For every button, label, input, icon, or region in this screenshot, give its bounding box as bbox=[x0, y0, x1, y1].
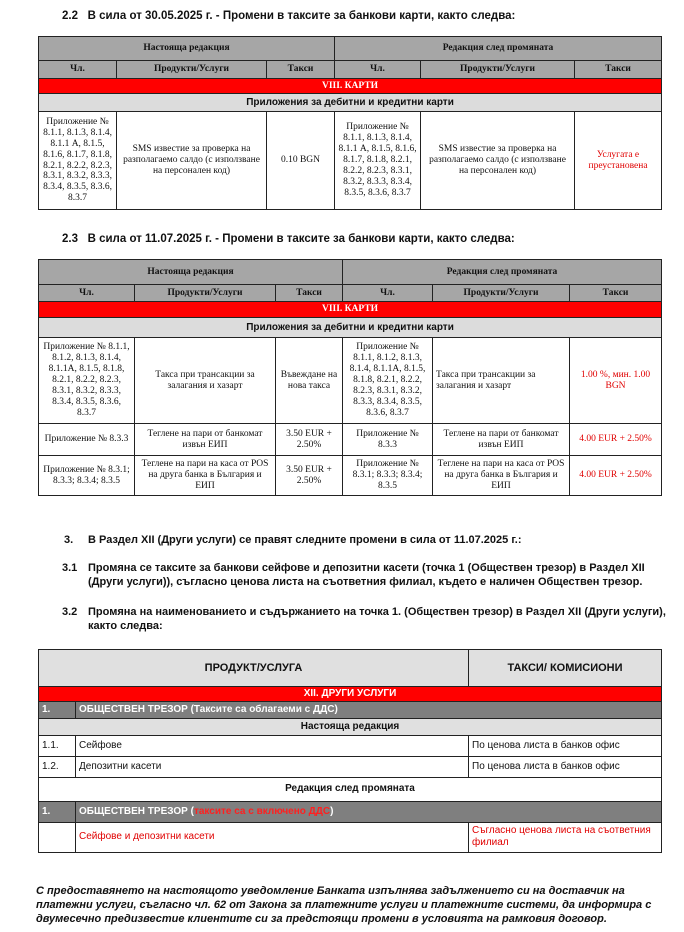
vat-included-note: таксите са с включено ДДС bbox=[193, 805, 331, 817]
col-article: Чл. bbox=[39, 285, 135, 302]
section-2-3-heading bbox=[62, 233, 515, 245]
table-row bbox=[39, 756, 662, 777]
card-fees-table-1 bbox=[38, 36, 662, 210]
public-vault-table bbox=[38, 649, 662, 853]
section-number: 3. bbox=[64, 534, 74, 546]
article-old: Приложение № 8.1.1, 8.1.3, 8.1.4, 8.1.1 А, 8.1.5, 8.1.6, 8.1.7, 8.1.8, 8.2.1, 8.2.2, 8.2.3, 8.3.1, 8.3.2, 8.3.3, 8.3.4, 8.3.5, 8.3.6, 8.3.7 bbox=[39, 112, 117, 210]
after-change-header: Редакция след промяната bbox=[335, 37, 662, 61]
table-row bbox=[39, 822, 662, 852]
after-change-header: Редакция след промяната bbox=[343, 260, 662, 285]
article-old: Приложение № 8.3.3 bbox=[39, 424, 135, 456]
col-fee: Такси bbox=[575, 61, 662, 79]
section-cards-row: VIII. КАРТИ bbox=[39, 302, 662, 318]
paragraph-3-2 bbox=[62, 605, 672, 635]
col-product: Продукти/Услуги bbox=[433, 285, 570, 302]
article-new: Приложение № 8.1.1, 8.1.3, 8.1.4, 8.1.1 А, 8.1.5, 8.1.6, 8.1.7, 8.1.8, 8.2.1, 8.2.2, 8.2.3, 8.3.1, 8.3.2, 8.3.3, 8.3.4, 8.3.5, 8.3.6, 8.3.7 bbox=[335, 112, 421, 210]
service-fee: Съгласно ценова листа на съответния филиал bbox=[469, 822, 662, 852]
service-name: Депозитни касети bbox=[76, 756, 469, 777]
fee-new: Услугата е преустановена bbox=[575, 112, 662, 210]
col-article: Чл. bbox=[343, 285, 433, 302]
col-product: Продукти/Услуги bbox=[421, 61, 575, 79]
table-row bbox=[39, 456, 662, 496]
product-old: Такса при трансакции за залагания и хазарт bbox=[135, 338, 276, 424]
paragraph-number: 3.2 bbox=[62, 606, 78, 618]
fee-new: 4.00 EUR + 2.50% bbox=[570, 456, 662, 496]
notification-note: С предоставянето на настоящото уведомление Банката изпълнява задължението си на доставчик на платежни услуги, съгласно чл. 62 от Закона за платежните услуги и платежните системи, да информира с двумесечно предизвестие клиентите си за предстоящи промени в условията на рамковия договор. bbox=[36, 885, 652, 925]
after-change-header: Редакция след промяната bbox=[39, 777, 662, 801]
col-article: Чл. bbox=[335, 61, 421, 79]
row-number: 1.1. bbox=[39, 735, 76, 756]
article-new: Приложение № 8.1.1, 8.1.2, 8.1.3, 8.1.4, 8.1.1А, 8.1.5, 8.1.8, 8.2.1, 8.2.2, 8.2.3, 8.3.1, 8.3.2, 8.3.3, 8.3.4, 8.3.5, 8.3.6, 8.3.7 bbox=[343, 338, 433, 424]
service-name: Сейфове bbox=[76, 735, 469, 756]
table-row bbox=[39, 424, 662, 456]
section-3-heading bbox=[64, 533, 664, 549]
table-row bbox=[39, 112, 662, 210]
title-part: ) bbox=[330, 805, 334, 817]
section-other-services: XII. ДРУГИ УСЛУГИ bbox=[39, 687, 662, 702]
public-vault-title: ОБЩЕСТВЕН ТРЕЗОР (Таксите са облагаеми с ДДС) bbox=[76, 701, 662, 718]
fee-new: 4.00 EUR + 2.50% bbox=[570, 424, 662, 456]
card-fees-table-2 bbox=[38, 259, 662, 496]
fee-old: 3.50 EUR + 2.50% bbox=[276, 424, 343, 456]
table-row bbox=[39, 735, 662, 756]
paragraph-number: 3.1 bbox=[62, 562, 78, 574]
public-vault-new-title bbox=[76, 801, 662, 822]
current-version-header: Настояща редакция bbox=[39, 37, 335, 61]
product-new: SMS известие за проверка на разполагаемо салдо (с използване на персонален код) bbox=[421, 112, 575, 210]
table-row bbox=[39, 338, 662, 424]
row-number: 1. bbox=[39, 701, 76, 718]
col-fee: Такси bbox=[570, 285, 662, 302]
paragraph-text: Промяна се таксите за банкови сейфове и депозитни касети (точка 1 (Обществен трезор) в Раздел XII (Други услуги)), съгласно ценова листа на съответния филиал, където е наличен Обществен трезор. bbox=[88, 562, 645, 588]
section-title: В сила от 30.05.2025 г. - Промени в таксите за банкови карти, както следва: bbox=[87, 10, 516, 22]
product-new: Такса при трансакции за залагания и хазарт bbox=[433, 338, 570, 424]
col-fees-commissions: ТАКСИ/ КОМИСИОНИ bbox=[469, 650, 662, 687]
article-old: Приложение № 8.3.1; 8.3.3; 8.3.4; 8.3.5 bbox=[39, 456, 135, 496]
fee-old: 0.10 BGN bbox=[267, 112, 335, 210]
paragraph-text: Промяна на наименованието и съдържанието на точка 1. (Обществен трезор) в Раздел XII (Други услуги), както следва: bbox=[88, 606, 666, 632]
row-number: 1. bbox=[39, 801, 76, 822]
section-number: 2.3 bbox=[62, 233, 78, 245]
row-number bbox=[39, 822, 76, 852]
service-fee: По ценова листа в банков офис bbox=[469, 735, 662, 756]
article-old: Приложение № 8.1.1, 8.1.2, 8.1.3, 8.1.4, 8.1.1А, 8.1.5, 8.1.8, 8.2.1, 8.2.2, 8.2.3, 8.3.1, 8.3.2, 8.3.3, 8.3.4, 8.3.5, 8.3.6, 8.3.7 bbox=[39, 338, 135, 424]
section-title: В сила от 11.07.2025 г. - Промени в таксите за банкови карти, както следва: bbox=[87, 233, 515, 245]
product-old: Теглене на пари от банкомат извън ЕИП bbox=[135, 424, 276, 456]
product-old: SMS известие за проверка на разполагаемо салдо (с използване на персонален код) bbox=[117, 112, 267, 210]
subsection-row: Приложения за дебитни и кредитни карти bbox=[39, 318, 662, 338]
section-2-2-heading bbox=[62, 10, 515, 22]
col-fee: Такси bbox=[276, 285, 343, 302]
product-old: Теглене на пари на каса от POS на друга банка в България и ЕИП bbox=[135, 456, 276, 496]
col-article: Чл. bbox=[39, 61, 117, 79]
service-fee: По ценова листа в банков офис bbox=[469, 756, 662, 777]
service-name: Сейфове и депозитни касети bbox=[76, 822, 469, 852]
fee-new: 1.00 %, мин. 1.00 BGN bbox=[570, 338, 662, 424]
fee-old: 3.50 EUR + 2.50% bbox=[276, 456, 343, 496]
col-product-service: ПРОДУКТ/УСЛУГА bbox=[39, 650, 469, 687]
product-new: Теглене на пари на каса от POS на друга банка в България и ЕИП bbox=[433, 456, 570, 496]
fee-old: Въвеждане на нова такса bbox=[276, 338, 343, 424]
subsection-row: Приложения за дебитни и кредитни карти bbox=[39, 94, 662, 112]
title-part: ОБЩЕСТВЕН ТРЕЗОР ( bbox=[79, 805, 194, 817]
section-cards-row: VIII. КАРТИ bbox=[39, 79, 662, 94]
col-product: Продукти/Услуги bbox=[117, 61, 267, 79]
paragraph-3-1 bbox=[62, 561, 672, 605]
col-fee: Такси bbox=[267, 61, 335, 79]
section-number: 2.2 bbox=[62, 10, 78, 22]
section-title: В Раздел XII (Други услуги) се правят следните промени в сила от 11.07.2025 г.: bbox=[88, 534, 522, 546]
article-new: Приложение № 8.3.3 bbox=[343, 424, 433, 456]
col-product: Продукти/Услуги bbox=[135, 285, 276, 302]
current-version-header: Настояща редакция bbox=[39, 260, 343, 285]
product-new: Теглене на пари от банкомат извън ЕИП bbox=[433, 424, 570, 456]
article-new: Приложение № 8.3.1; 8.3.3; 8.3.4; 8.3.5 bbox=[343, 456, 433, 496]
current-version-header: Настояща редакция bbox=[39, 718, 662, 735]
row-number: 1.2. bbox=[39, 756, 76, 777]
